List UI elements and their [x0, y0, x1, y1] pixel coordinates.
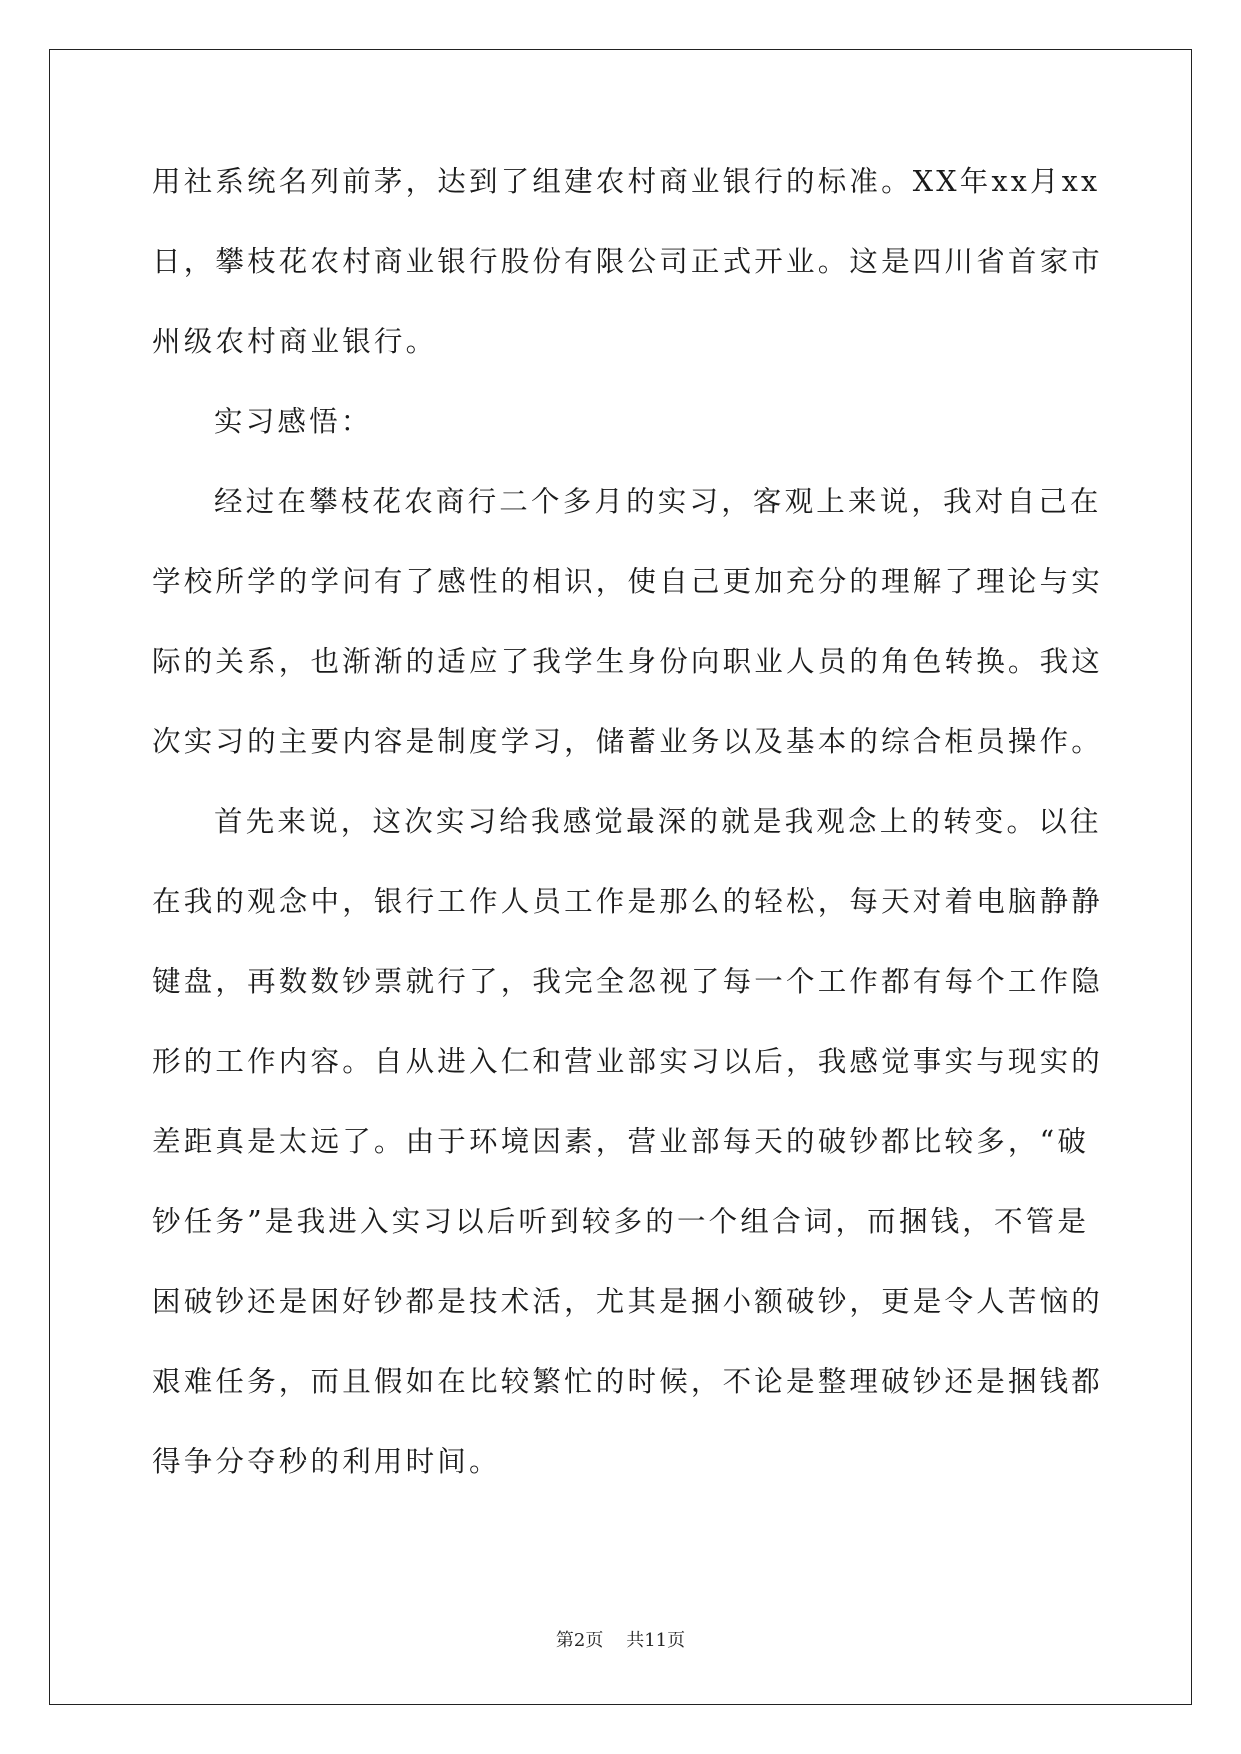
- document-body: [152, 160, 1104, 1520]
- body-line: 用社系统名列前茅，达到了组建农村商业银行的标准。XX年xx月xx: [152, 165, 1101, 198]
- body-line: 州级农村商业银行。: [152, 325, 438, 358]
- paragraph-start-line: 经过在攀枝花农商行二个多月的实习，客观上来说，我对自己在: [214, 485, 1102, 518]
- body-line: 困破钞还是困好钞都是技术活，尤其是捆小额破钞，更是令人苦恼的: [152, 1285, 1104, 1318]
- body-line: 际的关系，也渐渐的适应了我学生身份向职业人员的角色转换。我这: [152, 645, 1104, 678]
- body-line: 在我的观念中，银行工作人员工作是那么的轻松，每天对着电脑静静: [152, 885, 1104, 918]
- page-number-footer: 第2页 共11页: [555, 1630, 686, 1651]
- section-heading: 实习感悟：: [214, 405, 373, 438]
- body-line: 日，攀枝花农村商业银行股份有限公司正式开业。这是四川省首家市: [152, 245, 1104, 278]
- body-line: 键盘，再数数钞票就行了，我完全忽视了每一个工作都有每个工作隐: [152, 965, 1104, 998]
- body-line: 艰难任务，而且假如在比较繁忙的时候，不论是整理破钞还是捆钱都: [152, 1365, 1104, 1398]
- body-line: 次实习的主要内容是制度学习，储蓄业务以及基本的综合柜员操作。: [152, 725, 1104, 758]
- body-line: 得争分夺秒的利用时间。: [152, 1445, 501, 1478]
- body-line: 钞任务”是我进入实习以后听到较多的一个组合词，而捆钱，不管是: [152, 1205, 1090, 1238]
- body-line: 差距真是太远了。由于环境因素，营业部每天的破钞都比较多，“破: [152, 1125, 1090, 1158]
- body-line: 形的工作内容。自从进入仁和营业部实习以后，我感觉事实与现实的: [152, 1045, 1104, 1078]
- body-line: 学校所学的学问有了感性的相识，使自己更加充分的理解了理论与实: [152, 565, 1104, 598]
- paragraph-start-line: 首先来说，这次实习给我感觉最深的就是我观念上的转变。以往: [214, 805, 1102, 838]
